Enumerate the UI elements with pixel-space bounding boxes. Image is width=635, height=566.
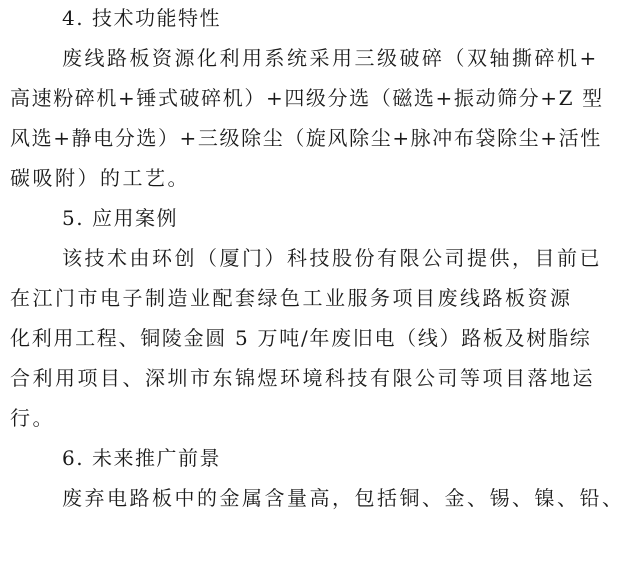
- section-5-line-3: 化利用工程、铜陵金圆 5 万吨/年废旧电（线）路板及树脂综: [10, 326, 592, 350]
- section-4-line-3: 风选+静电分选）+三级除尘（旋风除尘+脉冲布袋除尘+活性: [10, 126, 602, 150]
- section-5-line-4: 合利用项目、深圳市东锦煜环境科技有限公司等项目落地运: [10, 366, 595, 390]
- section-4-heading: 4. 技术功能特性: [62, 6, 221, 30]
- section-5-line-1: 该技术由环创（厦门）科技股份有限公司提供，目前已: [62, 246, 602, 270]
- section-6-heading: 6. 未来推广前景: [62, 446, 221, 470]
- section-4-line-2: 高速粉碎机+锤式破碎机）+四级分选（磁选+振动筛分+Z 型: [10, 86, 604, 110]
- section-5-line-2: 在江门市电子制造业配套绿色工业服务项目废线路板资源: [10, 286, 573, 310]
- section-4-line-1: 废线路板资源化利用系统采用三级破碎（双轴撕碎机+: [62, 46, 599, 70]
- section-5-line-5: 行。: [10, 406, 55, 430]
- section-6-line-1: 废弃电路板中的金属含量高，包括铜、金、锡、镍、铅、: [62, 486, 625, 510]
- section-4-line-4: 碳吸附）的工艺。: [10, 166, 190, 190]
- section-5-heading: 5. 应用案例: [62, 206, 178, 230]
